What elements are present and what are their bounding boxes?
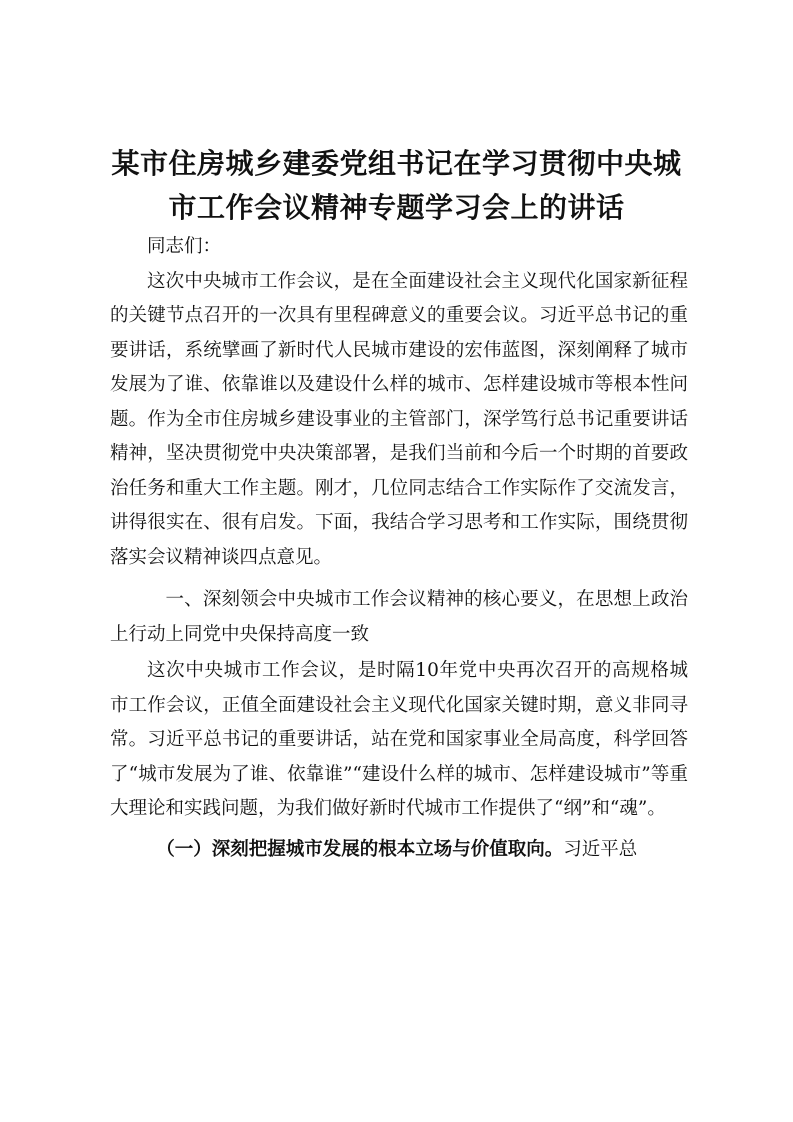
subsection-heading-1-title: （一）深刻把握城市发展的根本立场与价值取向。 [156, 838, 564, 860]
document-title: 某市住房城乡建委党组书记在学习贯彻中央城市工作会议精神专题学习会上的讲话 [111, 147, 682, 224]
subsection-heading-1-text: 习近平总 [563, 838, 638, 860]
section-heading-1: 一、深刻领会中央城市工作会议精神的核心要义，在思想上政治上行动上同党中央保持高度一致 [110, 589, 688, 645]
document-body [110, 230, 688, 867]
section-1-paragraph: 这次中央城市工作会议，是时隔10年党中央再次召开的高规格城市工作会议，正值全面建设社会主义现代化国家关键时期，意义非同寻常。习近平总书记的重要讲话，站在党和国家事业全局高度，科学回答了“城市发展为了谁、依靠谁”“建设什么样的城市、怎样建设城市”等重大理论和实践问题，为我们做好新时代城市工作提供了“纲”和“魂”。 [110, 660, 688, 819]
intro-paragraph: 这次中央城市工作会议，是在全面建设社会主义现代化国家新征程的关键节点召开的一次具有里程碑意义的重要会议。习近平总书记的重要讲话，系统擘画了新时代人民城市建设的宏伟蓝图，深刻阐释了城市发展为了谁、依靠谁以及建设什么样的城市、怎样建设城市等根本性问题。作为全市住房城乡建设事业的主管部门，深学笃行总书记重要讲话精神，坚决贯彻党中央决策部署，是我们当前和今后一个时期的首要政治任务和重大工作主题。刚才，几位同志结合工作实际作了交流发言，讲得很实在、很有启发。下面，我结合学习思考和工作实际，围绕贯彻落实会议精神谈四点意见。 [110, 270, 688, 568]
subsection-heading-1 [110, 833, 688, 868]
salutation: 同志们： [147, 236, 222, 257]
